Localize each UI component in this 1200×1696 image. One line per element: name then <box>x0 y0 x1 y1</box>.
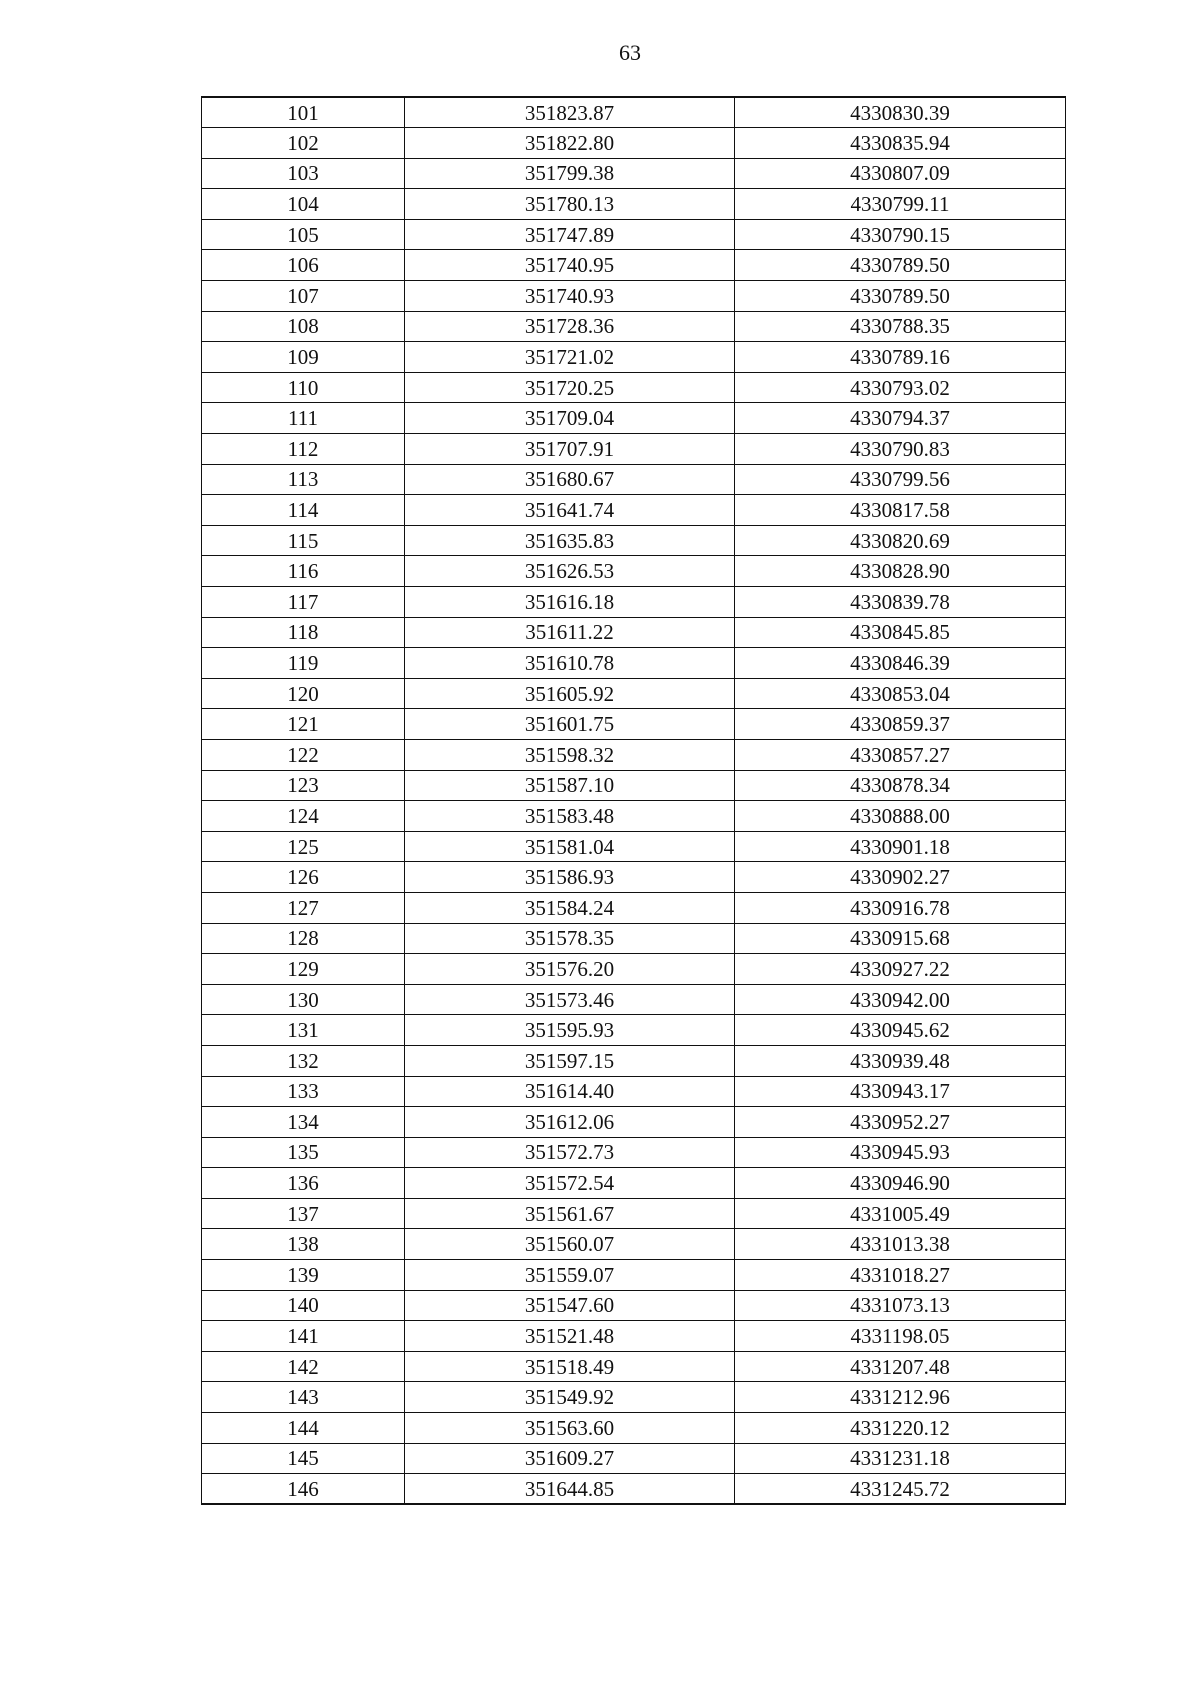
point-number-cell: 117 <box>202 587 405 618</box>
table-row <box>202 862 1066 893</box>
table-row <box>202 1015 1066 1046</box>
point-number-cell: 116 <box>202 556 405 587</box>
table-row <box>202 1443 1066 1474</box>
x-coordinate-cell: 351586.93 <box>405 862 735 893</box>
x-coordinate-cell: 351572.54 <box>405 1168 735 1199</box>
x-coordinate-cell: 351780.13 <box>405 189 735 220</box>
y-coordinate-cell: 4331207.48 <box>735 1351 1066 1382</box>
table-row <box>202 1229 1066 1260</box>
x-coordinate-cell: 351720.25 <box>405 372 735 403</box>
point-number-cell: 110 <box>202 372 405 403</box>
x-coordinate-cell: 351573.46 <box>405 984 735 1015</box>
point-number-cell: 111 <box>202 403 405 434</box>
point-number-cell: 134 <box>202 1107 405 1138</box>
point-number-cell: 141 <box>202 1321 405 1352</box>
x-coordinate-cell: 351547.60 <box>405 1290 735 1321</box>
y-coordinate-cell: 4330799.11 <box>735 189 1066 220</box>
x-coordinate-cell: 351616.18 <box>405 587 735 618</box>
y-coordinate-cell: 4330789.50 <box>735 250 1066 281</box>
y-coordinate-cell: 4330853.04 <box>735 678 1066 709</box>
table-row <box>202 984 1066 1015</box>
y-coordinate-cell: 4330939.48 <box>735 1045 1066 1076</box>
point-number-cell: 128 <box>202 923 405 954</box>
y-coordinate-cell: 4330942.00 <box>735 984 1066 1015</box>
point-number-cell: 131 <box>202 1015 405 1046</box>
y-coordinate-cell: 4330945.93 <box>735 1137 1066 1168</box>
x-coordinate-cell: 351635.83 <box>405 525 735 556</box>
x-coordinate-cell: 351609.27 <box>405 1443 735 1474</box>
x-coordinate-cell: 351680.67 <box>405 464 735 495</box>
table-row <box>202 158 1066 189</box>
point-number-cell: 119 <box>202 648 405 679</box>
y-coordinate-cell: 4331245.72 <box>735 1474 1066 1505</box>
table-row <box>202 1321 1066 1352</box>
point-number-cell: 122 <box>202 739 405 770</box>
y-coordinate-cell: 4330845.85 <box>735 617 1066 648</box>
point-number-cell: 138 <box>202 1229 405 1260</box>
table-row <box>202 311 1066 342</box>
point-number-cell: 129 <box>202 954 405 985</box>
x-coordinate-cell: 351747.89 <box>405 219 735 250</box>
x-coordinate-cell: 351822.80 <box>405 128 735 159</box>
point-number-cell: 137 <box>202 1198 405 1229</box>
x-coordinate-cell: 351561.67 <box>405 1198 735 1229</box>
y-coordinate-cell: 4330846.39 <box>735 648 1066 679</box>
table-row <box>202 342 1066 373</box>
x-coordinate-cell: 351644.85 <box>405 1474 735 1505</box>
page-number: 63 <box>619 40 641 65</box>
y-coordinate-cell: 4330799.56 <box>735 464 1066 495</box>
point-number-cell: 146 <box>202 1474 405 1505</box>
y-coordinate-cell: 4330790.15 <box>735 219 1066 250</box>
y-coordinate-cell: 4330789.50 <box>735 281 1066 312</box>
x-coordinate-cell: 351728.36 <box>405 311 735 342</box>
y-coordinate-cell: 4330857.27 <box>735 739 1066 770</box>
y-coordinate-cell: 4331018.27 <box>735 1260 1066 1291</box>
y-coordinate-cell: 4330828.90 <box>735 556 1066 587</box>
table-row <box>202 617 1066 648</box>
x-coordinate-cell: 351563.60 <box>405 1413 735 1444</box>
point-number-cell: 102 <box>202 128 405 159</box>
y-coordinate-cell: 4330945.62 <box>735 1015 1066 1046</box>
point-number-cell: 143 <box>202 1382 405 1413</box>
y-coordinate-cell: 4330835.94 <box>735 128 1066 159</box>
y-coordinate-cell: 4330888.00 <box>735 801 1066 832</box>
x-coordinate-cell: 351518.49 <box>405 1351 735 1382</box>
point-number-cell: 140 <box>202 1290 405 1321</box>
point-number-cell: 145 <box>202 1443 405 1474</box>
x-coordinate-cell: 351612.06 <box>405 1107 735 1138</box>
y-coordinate-cell: 4330901.18 <box>735 831 1066 862</box>
point-number-cell: 104 <box>202 189 405 220</box>
point-number-cell: 103 <box>202 158 405 189</box>
x-coordinate-cell: 351641.74 <box>405 495 735 526</box>
table-row <box>202 281 1066 312</box>
x-coordinate-cell: 351572.73 <box>405 1137 735 1168</box>
point-number-cell: 120 <box>202 678 405 709</box>
y-coordinate-cell: 4331220.12 <box>735 1413 1066 1444</box>
table-row <box>202 1474 1066 1505</box>
x-coordinate-cell: 351601.75 <box>405 709 735 740</box>
point-number-cell: 126 <box>202 862 405 893</box>
table-row <box>202 219 1066 250</box>
y-coordinate-cell: 4330807.09 <box>735 158 1066 189</box>
point-number-cell: 124 <box>202 801 405 832</box>
x-coordinate-cell: 351614.40 <box>405 1076 735 1107</box>
table-row <box>202 189 1066 220</box>
table-row <box>202 709 1066 740</box>
table-row <box>202 648 1066 679</box>
point-number-cell: 101 <box>202 97 405 128</box>
point-number-cell: 132 <box>202 1045 405 1076</box>
table-row <box>202 1107 1066 1138</box>
y-coordinate-cell: 4330820.69 <box>735 525 1066 556</box>
x-coordinate-cell: 351626.53 <box>405 556 735 587</box>
x-coordinate-cell: 351521.48 <box>405 1321 735 1352</box>
table-row <box>202 1260 1066 1291</box>
x-coordinate-cell: 351560.07 <box>405 1229 735 1260</box>
y-coordinate-cell: 4330817.58 <box>735 495 1066 526</box>
point-number-cell: 114 <box>202 495 405 526</box>
y-coordinate-cell: 4330839.78 <box>735 587 1066 618</box>
x-coordinate-cell: 351597.15 <box>405 1045 735 1076</box>
point-number-cell: 133 <box>202 1076 405 1107</box>
table-row <box>202 770 1066 801</box>
y-coordinate-cell: 4330952.27 <box>735 1107 1066 1138</box>
y-coordinate-cell: 4331005.49 <box>735 1198 1066 1229</box>
x-coordinate-cell: 351605.92 <box>405 678 735 709</box>
y-coordinate-cell: 4330916.78 <box>735 892 1066 923</box>
table-row <box>202 128 1066 159</box>
y-coordinate-cell: 4330793.02 <box>735 372 1066 403</box>
y-coordinate-cell: 4330946.90 <box>735 1168 1066 1199</box>
point-number-cell: 108 <box>202 311 405 342</box>
x-coordinate-cell: 351559.07 <box>405 1260 735 1291</box>
y-coordinate-cell: 4331212.96 <box>735 1382 1066 1413</box>
y-coordinate-cell: 4330915.68 <box>735 923 1066 954</box>
x-coordinate-cell: 351707.91 <box>405 434 735 465</box>
table-row <box>202 1351 1066 1382</box>
x-coordinate-cell: 351581.04 <box>405 831 735 862</box>
y-coordinate-cell: 4330902.27 <box>735 862 1066 893</box>
table-row <box>202 250 1066 281</box>
x-coordinate-cell: 351740.93 <box>405 281 735 312</box>
y-coordinate-cell: 4330878.34 <box>735 770 1066 801</box>
y-coordinate-cell: 4330788.35 <box>735 311 1066 342</box>
table-row <box>202 464 1066 495</box>
y-coordinate-cell: 4331231.18 <box>735 1443 1066 1474</box>
x-coordinate-cell: 351583.48 <box>405 801 735 832</box>
table-row <box>202 1045 1066 1076</box>
y-coordinate-cell: 4331198.05 <box>735 1321 1066 1352</box>
table-row <box>202 525 1066 556</box>
y-coordinate-cell: 4330790.83 <box>735 434 1066 465</box>
x-coordinate-cell: 351823.87 <box>405 97 735 128</box>
x-coordinate-cell: 351549.92 <box>405 1382 735 1413</box>
table-row <box>202 923 1066 954</box>
table-row <box>202 434 1066 465</box>
y-coordinate-cell: 4331013.38 <box>735 1229 1066 1260</box>
table-row <box>202 1076 1066 1107</box>
x-coordinate-cell: 351578.35 <box>405 923 735 954</box>
table-row <box>202 587 1066 618</box>
x-coordinate-cell: 351584.24 <box>405 892 735 923</box>
x-coordinate-cell: 351611.22 <box>405 617 735 648</box>
x-coordinate-cell: 351709.04 <box>405 403 735 434</box>
x-coordinate-cell: 351587.10 <box>405 770 735 801</box>
table-row <box>202 1382 1066 1413</box>
x-coordinate-cell: 351799.38 <box>405 158 735 189</box>
point-number-cell: 105 <box>202 219 405 250</box>
x-coordinate-cell: 351598.32 <box>405 739 735 770</box>
x-coordinate-cell: 351576.20 <box>405 954 735 985</box>
table-row <box>202 1413 1066 1444</box>
coordinates-table <box>201 96 1066 1505</box>
table-row <box>202 801 1066 832</box>
coordinates-table-body <box>202 97 1066 1504</box>
y-coordinate-cell: 4331073.13 <box>735 1290 1066 1321</box>
x-coordinate-cell: 351610.78 <box>405 648 735 679</box>
table-row <box>202 556 1066 587</box>
table-row <box>202 831 1066 862</box>
point-number-cell: 123 <box>202 770 405 801</box>
point-number-cell: 135 <box>202 1137 405 1168</box>
point-number-cell: 121 <box>202 709 405 740</box>
point-number-cell: 127 <box>202 892 405 923</box>
point-number-cell: 106 <box>202 250 405 281</box>
point-number-cell: 115 <box>202 525 405 556</box>
table-row <box>202 372 1066 403</box>
y-coordinate-cell: 4330859.37 <box>735 709 1066 740</box>
point-number-cell: 142 <box>202 1351 405 1382</box>
point-number-cell: 113 <box>202 464 405 495</box>
y-coordinate-cell: 4330789.16 <box>735 342 1066 373</box>
y-coordinate-cell: 4330943.17 <box>735 1076 1066 1107</box>
point-number-cell: 139 <box>202 1260 405 1291</box>
table-row <box>202 954 1066 985</box>
x-coordinate-cell: 351595.93 <box>405 1015 735 1046</box>
point-number-cell: 125 <box>202 831 405 862</box>
point-number-cell: 109 <box>202 342 405 373</box>
point-number-cell: 136 <box>202 1168 405 1199</box>
table-row <box>202 1290 1066 1321</box>
table-row <box>202 495 1066 526</box>
table-row <box>202 739 1066 770</box>
y-coordinate-cell: 4330927.22 <box>735 954 1066 985</box>
table-row <box>202 1168 1066 1199</box>
x-coordinate-cell: 351740.95 <box>405 250 735 281</box>
point-number-cell: 144 <box>202 1413 405 1444</box>
table-row <box>202 1198 1066 1229</box>
table-row <box>202 1137 1066 1168</box>
table-row <box>202 97 1066 128</box>
table-row <box>202 892 1066 923</box>
table-row <box>202 403 1066 434</box>
point-number-cell: 107 <box>202 281 405 312</box>
point-number-cell: 118 <box>202 617 405 648</box>
table-row <box>202 678 1066 709</box>
x-coordinate-cell: 351721.02 <box>405 342 735 373</box>
point-number-cell: 112 <box>202 434 405 465</box>
y-coordinate-cell: 4330830.39 <box>735 97 1066 128</box>
y-coordinate-cell: 4330794.37 <box>735 403 1066 434</box>
point-number-cell: 130 <box>202 984 405 1015</box>
